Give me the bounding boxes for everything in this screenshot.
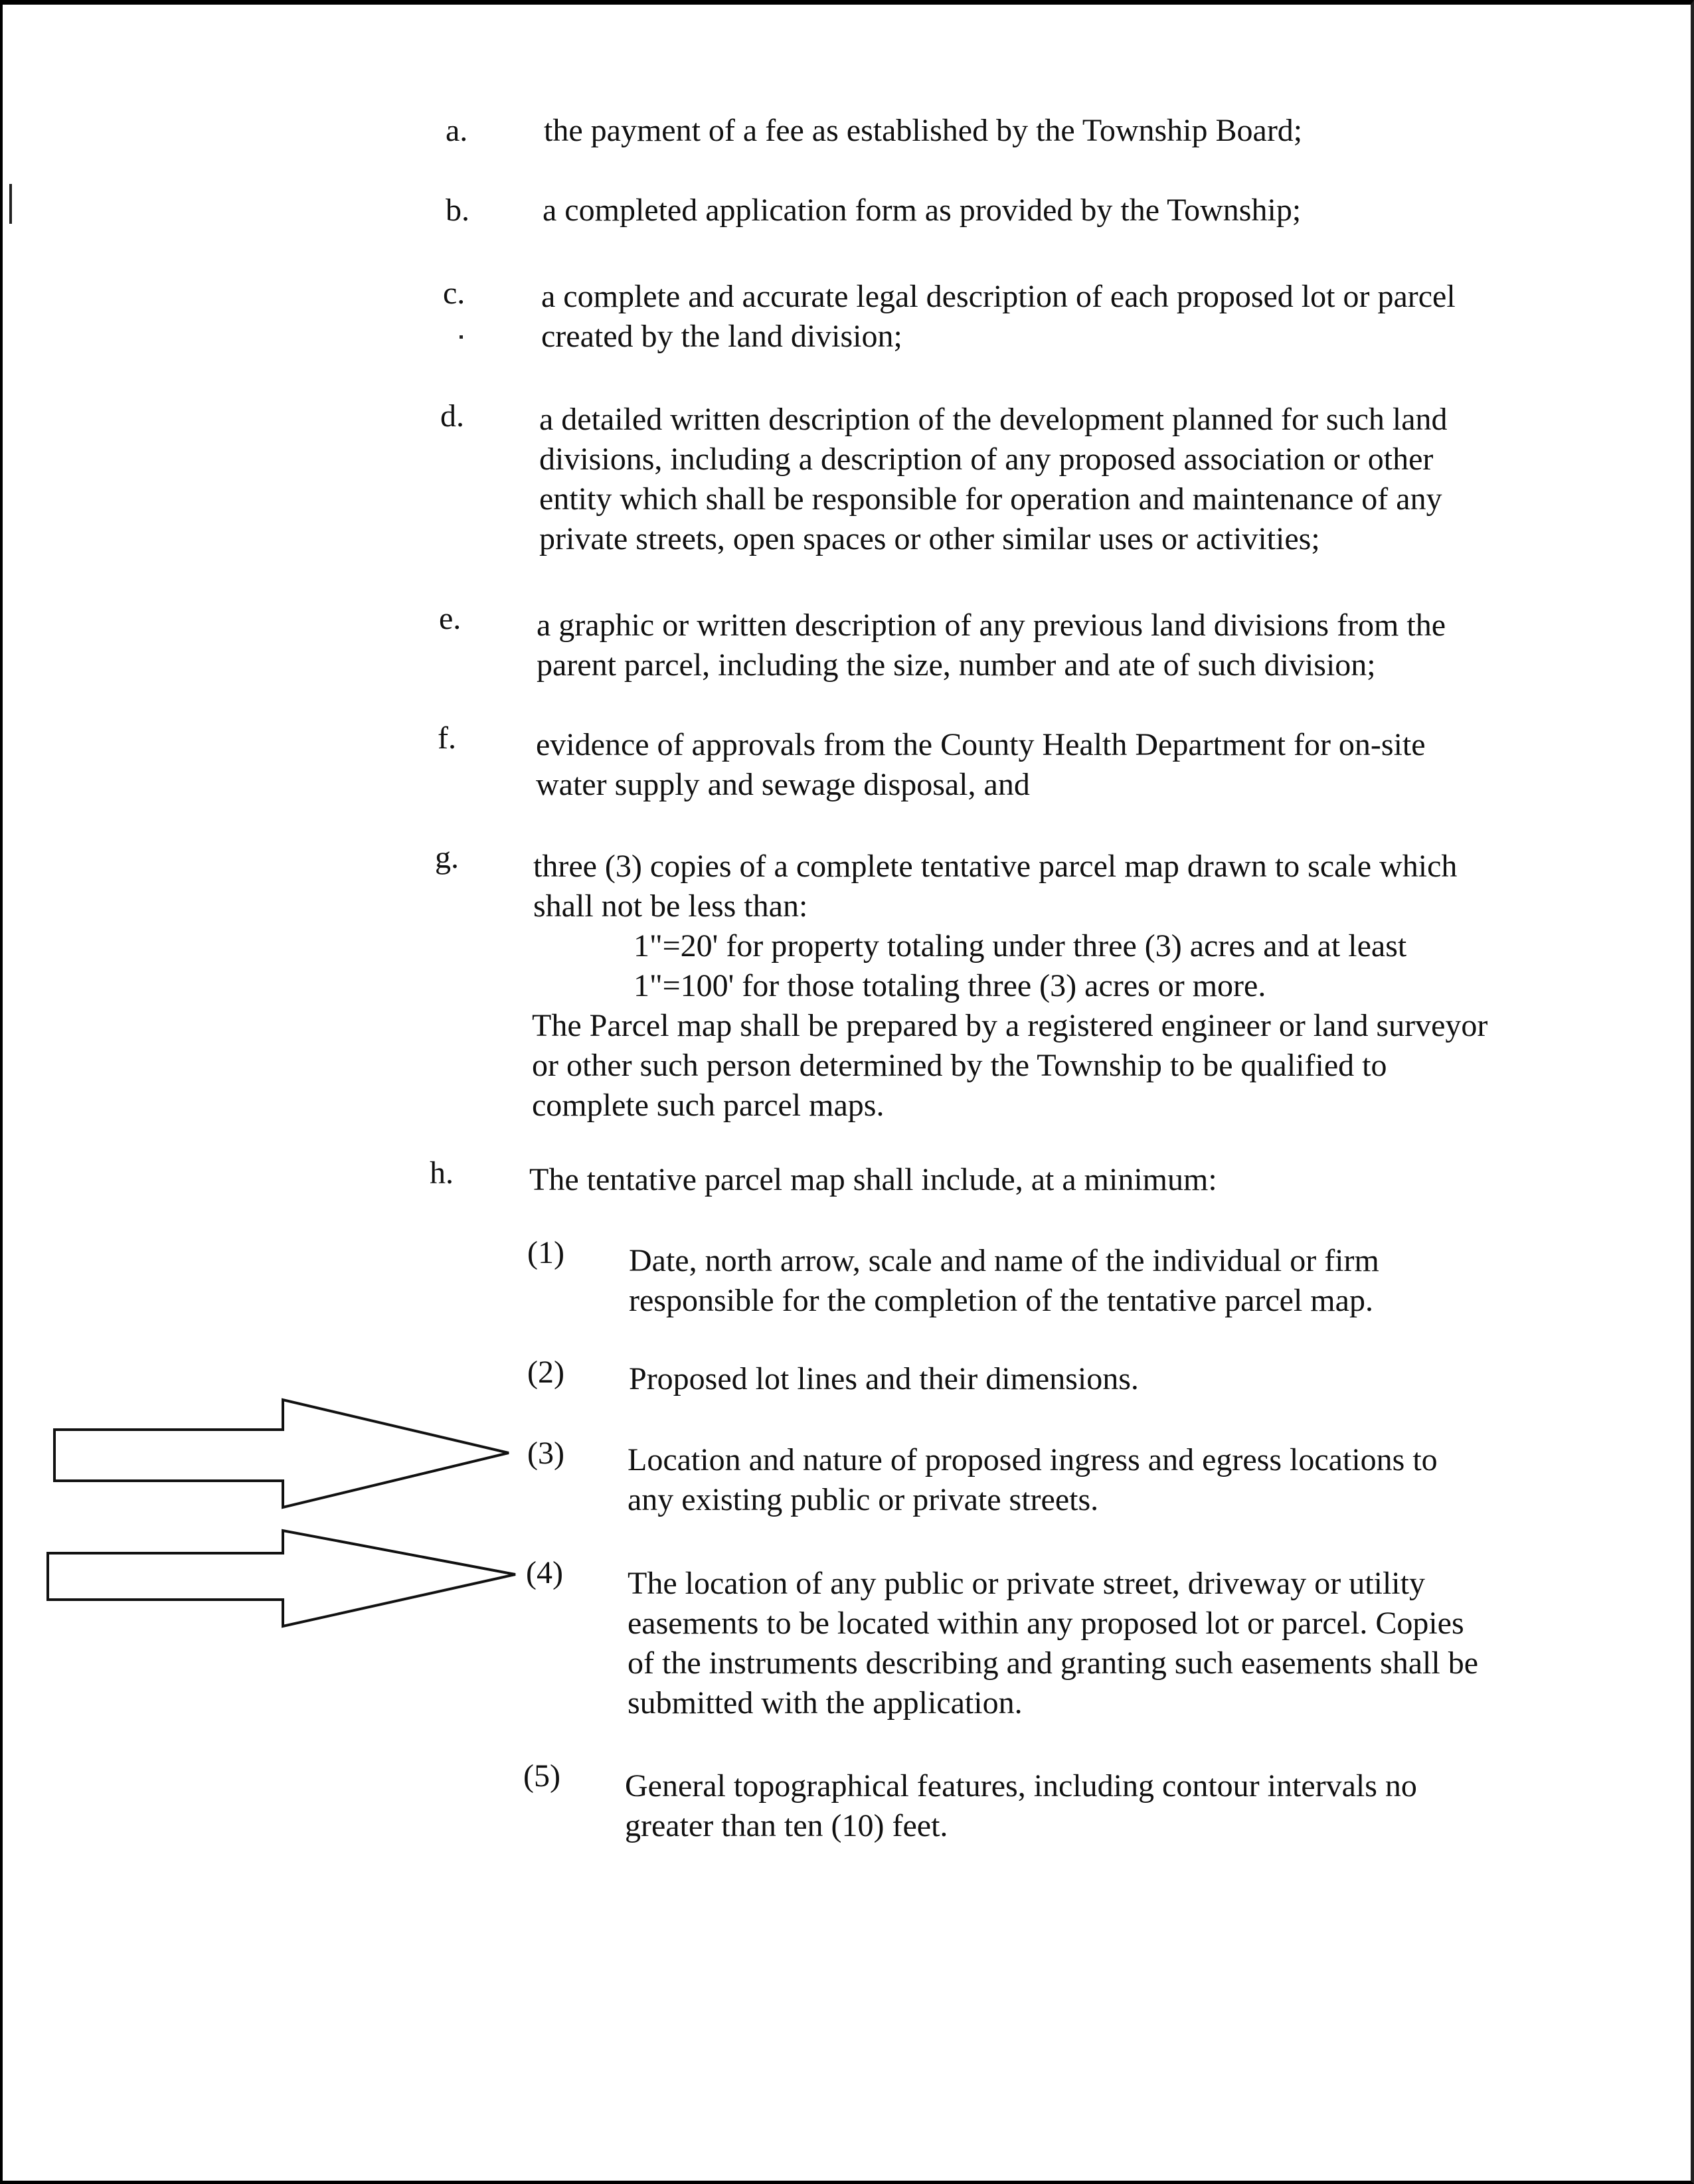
subitem-text-line: The location of any public or private street, driveway or utility <box>628 1566 1425 1601</box>
item-text-line: evidence of approvals from the County Health Department for on-site <box>536 727 1426 762</box>
item-text-line: created by the land division; <box>541 319 902 354</box>
item-text-a <box>544 111 1620 151</box>
paragraph-line: complete such parcel maps. <box>532 1088 885 1123</box>
scale-line: 1"=20' for property totaling under three (3) acres and at least <box>634 928 1407 964</box>
subitem-label-1: (1) <box>527 1235 564 1270</box>
subitem-text-line: easements to be located within any proposed lot or parcel. Copies <box>628 1606 1464 1641</box>
subitem-text-line: Proposed lot lines and their dimensions. <box>629 1361 1139 1396</box>
paragraph-line: or other such person determined by the Township to be qualified to <box>532 1048 1387 1083</box>
subitem-label-4: (4) <box>526 1555 563 1590</box>
item-label-f: f. <box>438 720 456 756</box>
item-text-line: water supply and sewage disposal, and <box>536 767 1030 802</box>
subitem-text-line: any existing public or private streets. <box>628 1482 1099 1517</box>
item-text-f <box>536 725 1612 805</box>
subitem-text-line: greater than ten (10) feet. <box>625 1808 948 1843</box>
subitem-label-3: (3) <box>527 1436 564 1471</box>
scan-mark <box>9 184 12 224</box>
item-text-line: a complete and accurate legal description of each proposed lot or parcel <box>541 279 1456 314</box>
item-label-d: d. <box>440 398 464 434</box>
subitem-text-1 <box>629 1241 1532 1321</box>
item-text-line: The tentative parcel map shall include, at a minimum: <box>529 1162 1217 1197</box>
item-text-line: three (3) copies of a complete tentative parcel map drawn to scale which <box>533 849 1458 884</box>
subitem-text-line: of the instruments describing and granting such easements shall be <box>628 1645 1479 1681</box>
item-text-line: a graphic or written description of any previous land divisions from the <box>537 608 1446 643</box>
item-text-line: divisions, including a description of any proposed association or other <box>539 442 1434 477</box>
parcel-map-paragraph <box>532 1006 1674 1126</box>
scan-dot <box>460 335 463 339</box>
subitem-text-line: responsible for the completion of the tentative parcel map. <box>629 1283 1373 1318</box>
item-label-e: e. <box>439 601 462 636</box>
item-text-e <box>537 606 1612 685</box>
item-text-d <box>539 400 1615 559</box>
subitem-text-line: Date, north arrow, scale and name of the individual or firm <box>629 1243 1379 1278</box>
item-text-line: entity which shall be responsible for operation and maintenance of any <box>539 481 1442 517</box>
item-label-g: g. <box>435 840 459 875</box>
item-text-line: parent parcel, including the size, number and ate of such division; <box>537 647 1376 683</box>
paragraph-line: The Parcel map shall be prepared by a registered engineer or land surveyor <box>532 1008 1488 1043</box>
scale-requirements <box>634 926 1406 1006</box>
scale-line: 1"=100' for those totaling three (3) acres or more. <box>634 968 1266 1003</box>
subitem-text-line: Location and nature of proposed ingress and egress locations to <box>628 1442 1438 1477</box>
arrow-right-icon <box>49 1396 514 1515</box>
subitem-text-line: submitted with the application. <box>628 1685 1023 1721</box>
item-text-g <box>533 847 1609 926</box>
item-text-line: a detailed written description of the development planned for such land <box>539 402 1448 437</box>
subitem-text-line: General topographical features, including contour intervals no <box>625 1768 1417 1804</box>
item-text-line: a completed application form as provided by the Township; <box>543 193 1302 228</box>
item-text-line: private streets, open spaces or other similar uses or activities; <box>539 521 1320 556</box>
item-text-line: the payment of a fee as established by the Township Board; <box>544 113 1303 148</box>
arrow-right-icon <box>42 1525 521 1632</box>
subitem-text-2 <box>629 1359 1532 1399</box>
subitem-text-5 <box>625 1766 1528 1846</box>
item-label-b: b. <box>446 193 469 228</box>
item-text-c <box>541 277 1617 357</box>
subitem-text-4 <box>628 1564 1531 1723</box>
item-text-line: shall not be less than: <box>533 888 808 924</box>
item-label-h: h. <box>430 1155 454 1191</box>
subitem-label-2: (2) <box>527 1355 564 1390</box>
subitem-label-5: (5) <box>523 1758 560 1794</box>
item-label-c: c. <box>443 276 466 311</box>
item-text-b <box>543 191 1618 230</box>
item-text-h <box>529 1160 1605 1200</box>
subitem-text-3 <box>628 1440 1531 1520</box>
item-label-a: a. <box>446 113 468 148</box>
